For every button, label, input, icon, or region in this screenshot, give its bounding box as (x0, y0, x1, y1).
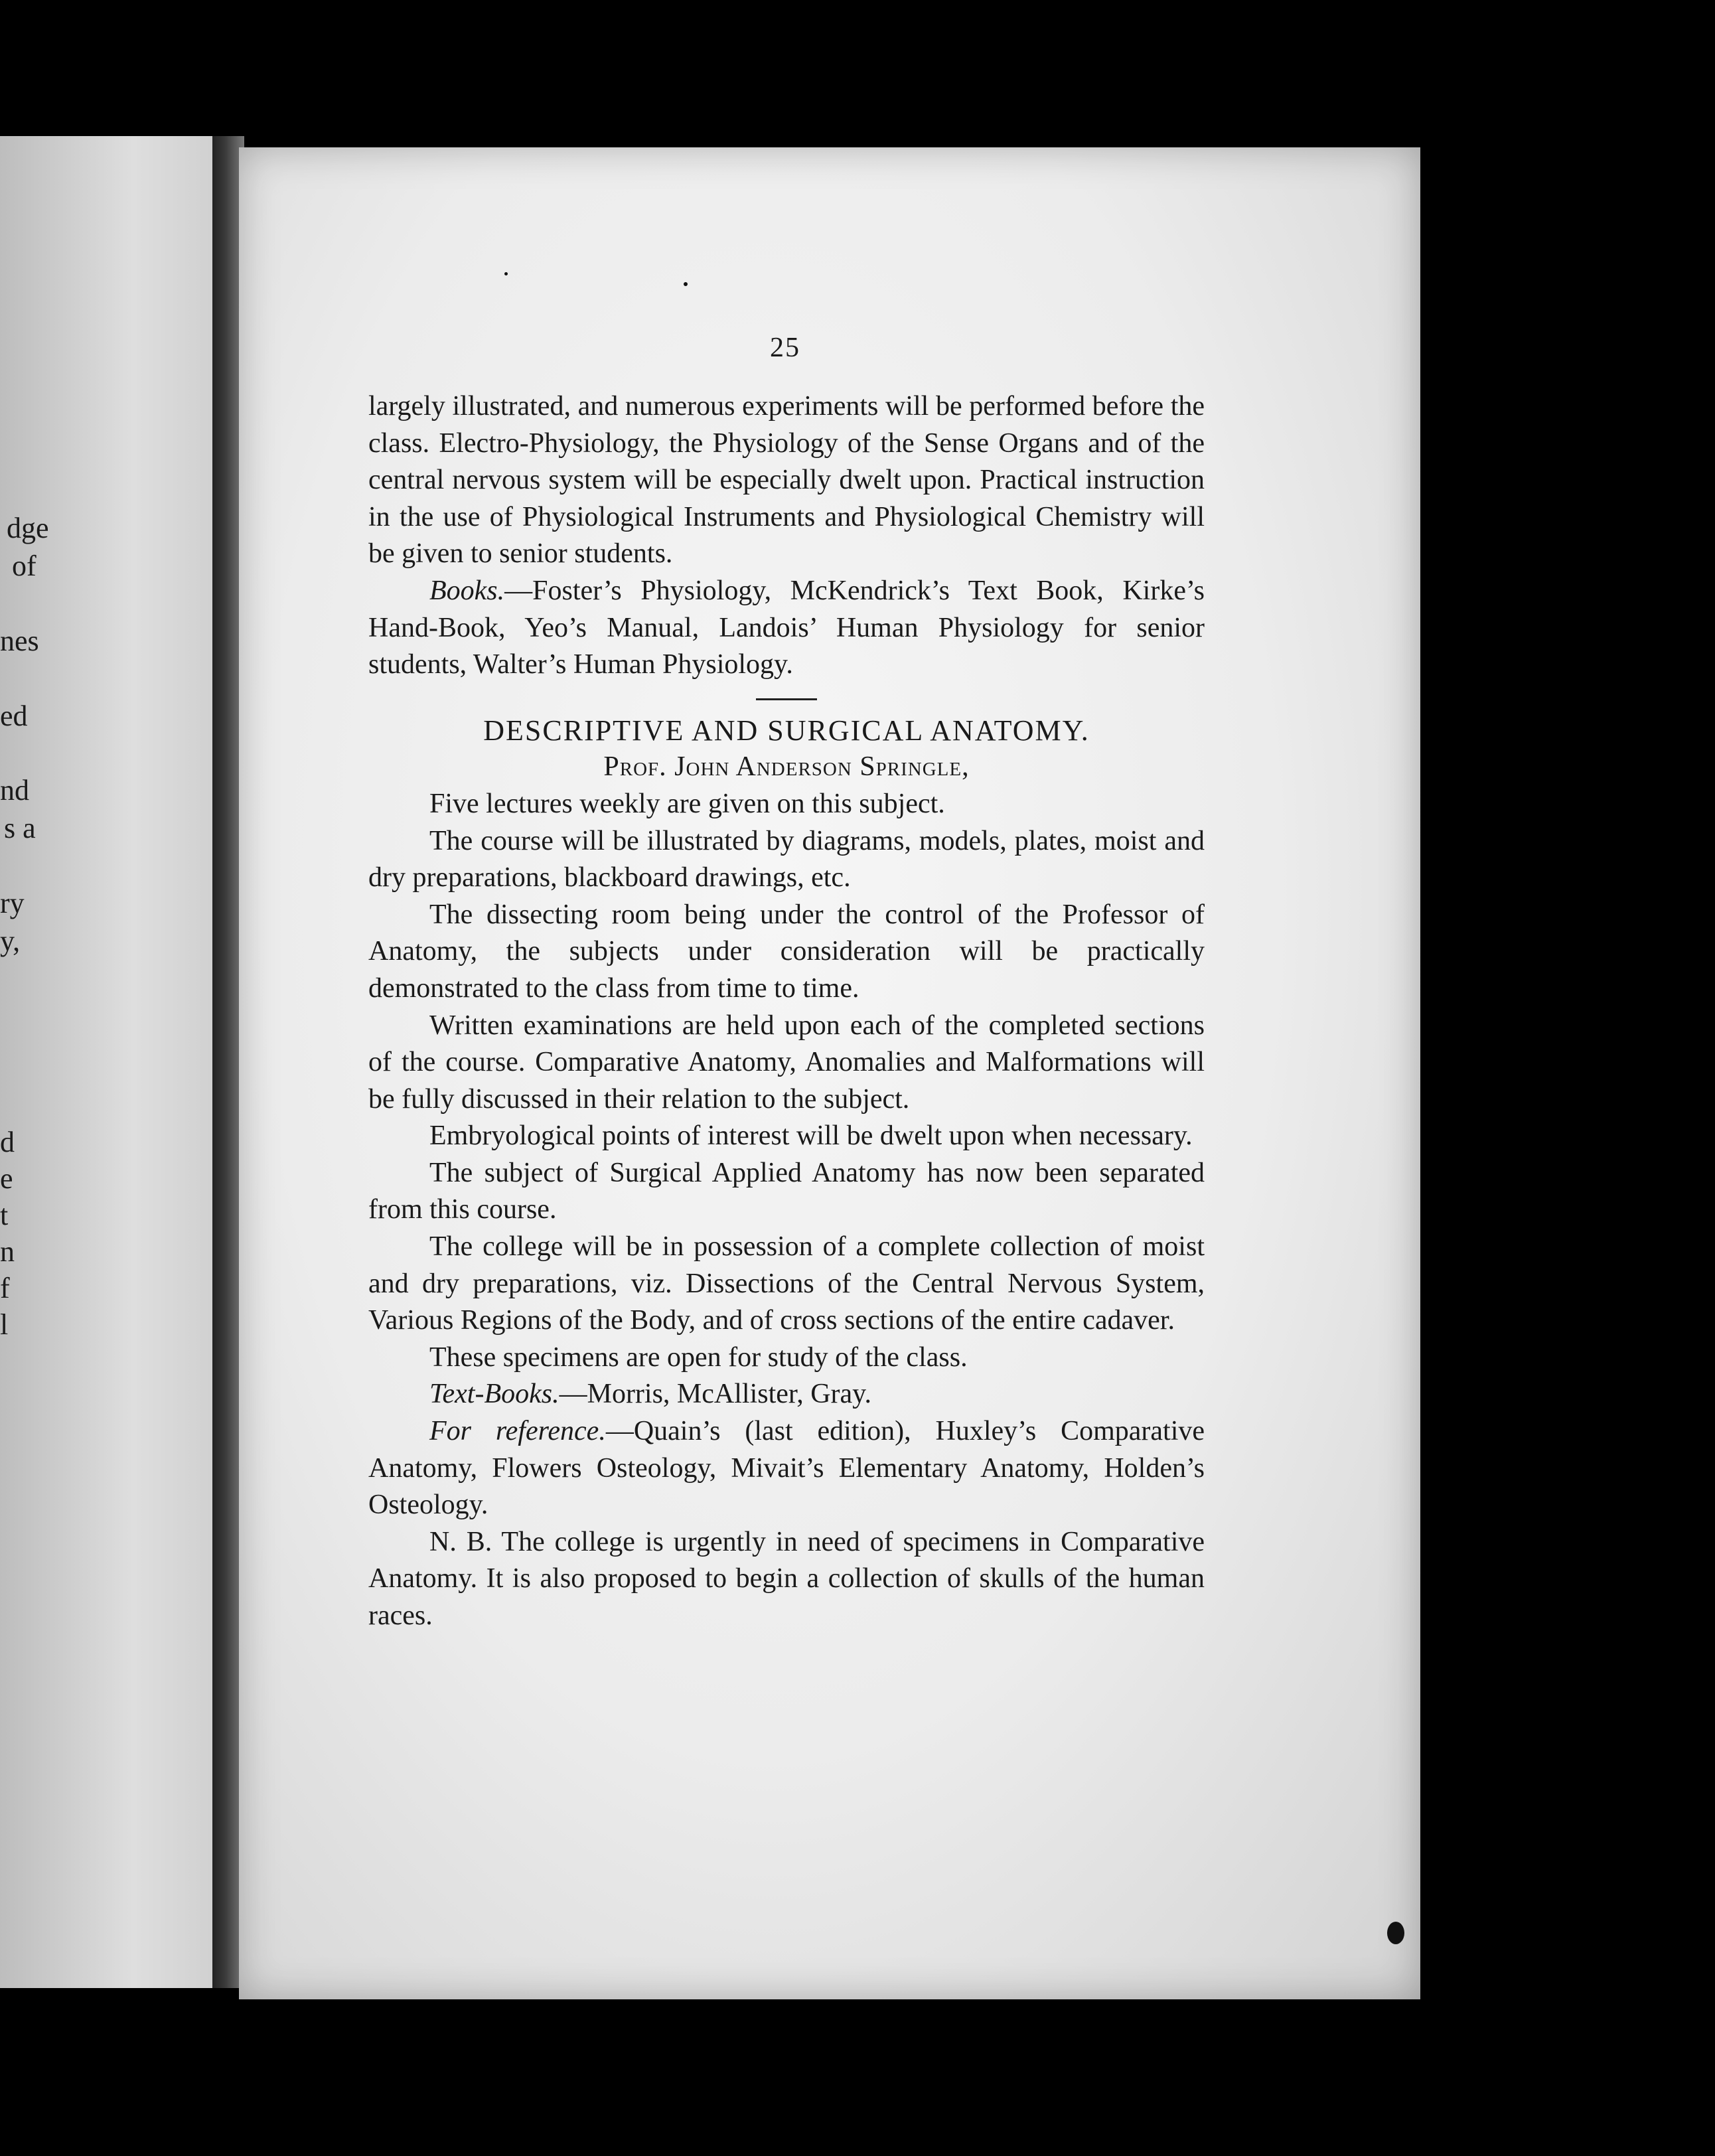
books-paragraph (368, 573, 1205, 684)
left-fragment: t (0, 1199, 9, 1231)
left-fragment: nd (0, 774, 29, 807)
left-page-text-fragments (0, 136, 222, 1988)
textbooks-label: Text-Books. (429, 1379, 559, 1410)
scan-speck (684, 282, 688, 286)
reference-label: For reference. (429, 1416, 606, 1447)
left-fragment: y, (0, 925, 21, 957)
intro-paragraph: largely illustrated, and numerous experiments will be performed before the class. Electro-Physiology, the Physiology of the Sense Organs and of the central nervous system will be especially dwelt upon. Practical instruction in the use of Physiological Instruments and Physiological Chemistry will be given to senior students. (368, 391, 1205, 570)
section-paragraph: The subject of Surgical Applied Anatomy has now been separated from this course. (368, 1157, 1205, 1225)
section-paragraph: These specimens are open for study of the class. (429, 1342, 968, 1373)
page-number: 25 (770, 333, 800, 363)
left-fragment: ed (0, 700, 28, 732)
textbooks-text: —Morris, McAllister, Gray. (559, 1379, 871, 1410)
reference-paragraph (368, 1413, 1205, 1524)
scan-speck (504, 272, 508, 275)
section-paragraph: Embryological points of interest will be dwelt upon when necessary. (429, 1120, 1193, 1152)
left-fragment: n (0, 1235, 15, 1268)
left-fragment: l (0, 1308, 9, 1341)
scan-speck (1387, 1922, 1404, 1944)
section-divider (756, 698, 817, 700)
reference-text: —Quain’s (last edition), Huxley’s Comparative Anatomy, Flowers Osteology, Mivait’s Elementary Anatomy, Holden’s Osteology. (368, 1416, 1205, 1521)
section-paragraph: Written examinations are held upon each of the completed sections of the course. Comparative Anatomy, Anomalies and Malformations will be fully discussed in their relation to the subject. (368, 1010, 1205, 1115)
books-label: Books. (429, 575, 505, 606)
section-paragraph: Five lectures weekly are given on this subject. (429, 788, 945, 819)
section-paragraph: The college will be in possession of a complete collection of moist and dry preparations, viz. Dissections of the Central Nervous System, Various Regions of the Body, and of cross sections of the entire cadaver. (368, 1231, 1205, 1336)
professor-name: Prof. John Anderson Springle, (603, 751, 970, 783)
left-fragment: f (0, 1272, 10, 1304)
left-fragment: of (12, 550, 37, 582)
left-fragment: ry (0, 887, 25, 919)
left-fragment: nes (0, 625, 39, 657)
textbooks-paragraph (368, 1376, 1205, 1413)
left-fragment: dge (7, 512, 49, 544)
left-fragment: s a (4, 812, 36, 844)
section-paragraph: The course will be illustrated by diagrams, models, plates, moist and dry preparations, blackboard drawings, etc. (368, 825, 1205, 893)
section-heading: DESCRIPTIVE AND SURGICAL ANATOMY. (483, 714, 1090, 747)
page-content (368, 388, 1205, 1635)
left-page (0, 136, 222, 1988)
books-text: —Foster’s Physiology, McKendrick’s Text Book, Kirke’s Hand-Book, Yeo’s Manual, Landois’ Human Physiology for senior students, Walter’s Human Physiology. (368, 575, 1205, 680)
section-paragraph: The dissecting room being under the control of the Professor of Anatomy, the subjects under consideration will be practically demonstrated to the class from time to time. (368, 899, 1205, 1004)
left-fragment: d (0, 1126, 15, 1158)
left-fragment: e (0, 1162, 13, 1195)
nb-paragraph: N. B. The college is urgently in need of specimens in Comparative Anatomy. It is also proposed to begin a collection of skulls of the human races. (368, 1526, 1205, 1631)
